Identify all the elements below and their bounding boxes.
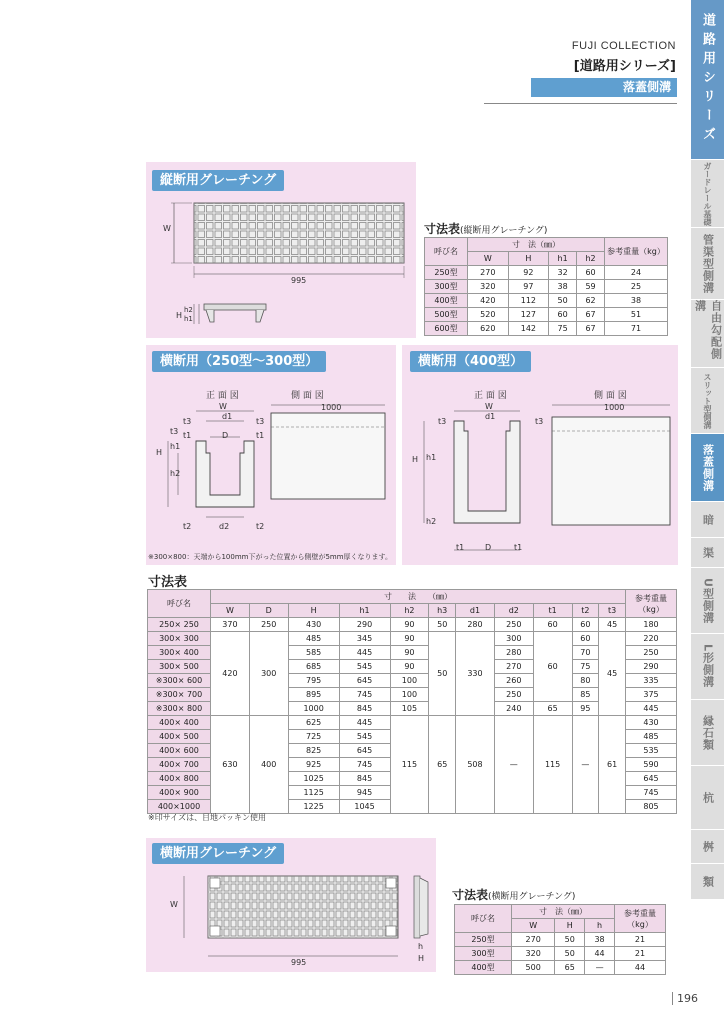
- dim-h-400: H: [412, 455, 419, 464]
- cell: 75: [572, 660, 599, 674]
- cell: 400×1000: [148, 800, 211, 814]
- cell: 95: [572, 702, 599, 716]
- cell: 60: [533, 632, 572, 702]
- dim-w-400: W: [485, 402, 493, 411]
- main-col-h: H: [288, 604, 339, 618]
- cross-col-weight: 参考重量（kg）: [615, 905, 666, 933]
- cell: 270: [512, 933, 555, 947]
- cell: 51: [605, 308, 668, 322]
- cross-grating-drawing: [146, 838, 436, 972]
- long-grating-table-caption-sub: (縦断用グレーチング): [460, 226, 548, 236]
- cell: 85: [572, 688, 599, 702]
- cell: 1225: [288, 800, 339, 814]
- cell: 625: [288, 716, 339, 730]
- cell: 270: [494, 660, 533, 674]
- cell: 585: [288, 646, 339, 660]
- main-col-d1: d1: [456, 604, 495, 618]
- cell: 545: [339, 660, 390, 674]
- cell: 485: [288, 632, 339, 646]
- col-header-w: W: [468, 252, 509, 266]
- cell: 50: [555, 933, 585, 947]
- dim-t1-right-400: t1: [514, 543, 523, 552]
- dim-h1: h1: [170, 442, 181, 451]
- main-col-h2: h2: [390, 604, 429, 618]
- cell: 260: [494, 674, 533, 688]
- cell: 320: [468, 280, 509, 294]
- cell: 1025: [288, 772, 339, 786]
- dim-t3-right: t3: [256, 417, 265, 426]
- cell: 50: [549, 294, 577, 308]
- dim-h: H: [156, 448, 163, 457]
- cell: 50: [429, 632, 456, 716]
- cell: 60: [572, 618, 599, 632]
- table-row: [148, 618, 677, 632]
- cell: 60: [572, 632, 599, 646]
- col-header-h: H: [508, 252, 549, 266]
- dim-w: W: [219, 402, 227, 411]
- cell: 508: [456, 716, 495, 814]
- cross-grating-table-caption: [452, 886, 575, 903]
- dim-d: D: [222, 431, 229, 440]
- side-tab-road-series[interactable]: 道路用シリーズ: [691, 0, 724, 160]
- cell: 400× 900: [148, 786, 211, 800]
- cell: 250: [626, 646, 677, 660]
- cell: 825: [288, 744, 339, 758]
- panel-cross-250-300-title: 横断用（250型〜300型）: [152, 351, 326, 372]
- side-tab-curbstone[interactable]: 縁石類: [691, 700, 724, 766]
- cell: 520: [468, 308, 509, 322]
- cell: ※300× 700: [148, 688, 211, 702]
- main-col-d2: d2: [494, 604, 533, 618]
- category-bar: 落蓋側溝: [531, 78, 677, 97]
- side-tab-pile[interactable]: 杭: [691, 766, 724, 830]
- cell: 250型: [425, 266, 468, 280]
- main-col-weight: 参考重量（kg）: [626, 590, 677, 618]
- cell: 97: [508, 280, 549, 294]
- side-tab-culvert-1[interactable]: 暗: [691, 502, 724, 538]
- dim-h1-400: h1: [426, 453, 437, 462]
- cross-col-w: W: [512, 919, 555, 933]
- cell: 400型: [425, 294, 468, 308]
- cell: 24: [605, 266, 668, 280]
- cell: 945: [339, 786, 390, 800]
- cell: 60: [577, 266, 605, 280]
- cross-grating-length-label: 995: [291, 958, 307, 967]
- cell: 90: [390, 632, 429, 646]
- cross-grating-table-caption-main: 寸法表: [452, 888, 489, 902]
- col-header-weight: 参考重量（kg）: [605, 238, 668, 266]
- side-tab-pipe-gutter[interactable]: 管渠型側溝: [691, 228, 724, 300]
- cross-grating-h-small-label: h: [418, 942, 424, 951]
- table-row: [148, 716, 677, 730]
- long-grating-table-caption: [424, 220, 547, 237]
- cell: 44: [615, 961, 666, 975]
- cell: 335: [626, 674, 677, 688]
- cell: 90: [390, 646, 429, 660]
- cell: 290: [339, 618, 390, 632]
- side-tab-blank: [691, 900, 724, 1024]
- dim-t2-left: t2: [183, 522, 192, 531]
- panel-cross-grating-title: 横断用グレーチング: [152, 843, 284, 864]
- table-row: [425, 266, 668, 280]
- panel-cross-grating: [146, 838, 436, 972]
- cell: 895: [288, 688, 339, 702]
- long-grating-h-label: H: [176, 311, 183, 320]
- cell: 62: [577, 294, 605, 308]
- dim-h2: h2: [170, 469, 181, 478]
- cell: 1000: [288, 702, 339, 716]
- main-col-name: 呼び名: [148, 590, 211, 618]
- cell: 115: [390, 716, 429, 814]
- cell: 645: [626, 772, 677, 786]
- side-tab-basin-1[interactable]: 桝: [691, 830, 724, 864]
- cell: 535: [626, 744, 677, 758]
- cell: 270: [468, 266, 509, 280]
- cell: 280: [456, 618, 495, 632]
- cell: 845: [339, 772, 390, 786]
- main-dimension-table: [147, 589, 677, 814]
- main-col-t3: t3: [599, 604, 626, 618]
- table-row: [455, 933, 666, 947]
- cell: 400× 600: [148, 744, 211, 758]
- cell: 32: [549, 266, 577, 280]
- page-number: 196: [672, 992, 698, 1005]
- long-grating-h2-label: h2: [184, 306, 193, 314]
- table-row: [455, 947, 666, 961]
- side-tab-l-gutter[interactable]: L形側溝: [691, 634, 724, 700]
- cell: 300型: [425, 280, 468, 294]
- cell: 1125: [288, 786, 339, 800]
- cell: —: [585, 961, 615, 975]
- side-view-label-400: 側 面 図: [594, 391, 627, 401]
- dim-length: 1000: [321, 403, 342, 412]
- cell: 445: [626, 702, 677, 716]
- cell: 90: [390, 660, 429, 674]
- cross-col-name: 呼び名: [455, 905, 512, 933]
- cell: 75: [549, 322, 577, 336]
- cell: —: [572, 716, 599, 814]
- main-col-h1: h1: [339, 604, 390, 618]
- panel-long-grating: [146, 162, 416, 338]
- cell: 500: [512, 961, 555, 975]
- cell: 400× 500: [148, 730, 211, 744]
- cross-grating-w-label: W: [170, 900, 178, 909]
- cell: 100: [390, 688, 429, 702]
- cell: 400× 800: [148, 772, 211, 786]
- cell: 250: [494, 688, 533, 702]
- cell: 375: [626, 688, 677, 702]
- cell: 45: [599, 618, 626, 632]
- panel-cross-400-title: 横断用（400型）: [410, 351, 531, 372]
- dim-t2-right: t2: [256, 522, 265, 531]
- cross-250-300-drawing: [146, 345, 396, 565]
- cell: 805: [626, 800, 677, 814]
- col-header-h2: h2: [577, 252, 605, 266]
- cell: 330: [456, 632, 495, 716]
- long-grating-w-label: W: [163, 224, 171, 233]
- cell: 290: [626, 660, 677, 674]
- cross-grating-table-caption-sub: (横断用グレーチング): [488, 892, 576, 902]
- cell: 370: [211, 618, 250, 632]
- col-header-name: 呼び名: [425, 238, 468, 266]
- cell: 105: [390, 702, 429, 716]
- cell: 250× 250: [148, 618, 211, 632]
- table-row: [425, 280, 668, 294]
- dim-t1-left: t1: [183, 431, 192, 440]
- cell: 300× 500: [148, 660, 211, 674]
- cell: 725: [288, 730, 339, 744]
- cell: 345: [339, 632, 390, 646]
- cell: 115: [533, 716, 572, 814]
- cross-col-h-small: h: [585, 919, 615, 933]
- side-tab-slit[interactable]: スリット型側溝: [691, 368, 724, 434]
- table-row: [425, 322, 668, 336]
- side-tab-free-slope[interactable]: 自由勾配側溝: [691, 300, 724, 368]
- cell: 420: [468, 294, 509, 308]
- dim-t3-right-400: t3: [535, 417, 544, 426]
- cell: —: [494, 716, 533, 814]
- cell: 142: [508, 322, 549, 336]
- header-divider: [484, 103, 677, 104]
- side-tab-u-gutter[interactable]: U型側溝: [691, 568, 724, 634]
- cell: 90: [390, 618, 429, 632]
- cross-col-dim: 寸 法（㎜）: [512, 905, 615, 919]
- cell: 80: [572, 674, 599, 688]
- long-grating-h1-label: h1: [184, 315, 193, 323]
- cell: 400× 400: [148, 716, 211, 730]
- cell: 21: [615, 947, 666, 961]
- cell: ※300× 800: [148, 702, 211, 716]
- cell: 45: [599, 632, 626, 716]
- cell: 59: [577, 280, 605, 294]
- cross-grating-h-label: H: [418, 954, 425, 963]
- side-tab-drop-lid[interactable]: 落蓋側溝: [691, 434, 724, 502]
- main-col-dim: 寸 法 （㎜）: [211, 590, 626, 604]
- cell: 320: [512, 947, 555, 961]
- cell: 250型: [455, 933, 512, 947]
- long-grating-table: [424, 237, 668, 336]
- cell: 630: [211, 716, 250, 814]
- cell: 60: [549, 308, 577, 322]
- table-row: [148, 632, 677, 646]
- main-col-t1: t1: [533, 604, 572, 618]
- cell: 400: [249, 716, 288, 814]
- cell: 25: [605, 280, 668, 294]
- cell: 300× 300: [148, 632, 211, 646]
- cell: ※300× 600: [148, 674, 211, 688]
- cell: 545: [339, 730, 390, 744]
- cell: 420: [211, 632, 250, 716]
- dim-length-400: 1000: [604, 403, 625, 412]
- cell: 300× 400: [148, 646, 211, 660]
- cell: 250: [494, 618, 533, 632]
- cell: 92: [508, 266, 549, 280]
- cell: 645: [339, 674, 390, 688]
- brand-label: FUJI COLLECTION: [571, 40, 676, 52]
- main-table-note: ※印サイズは、目地パッキン使用: [148, 813, 266, 822]
- cell: 38: [549, 280, 577, 294]
- cell: 300型: [455, 947, 512, 961]
- cell: 430: [288, 618, 339, 632]
- cell: 745: [339, 688, 390, 702]
- cross-400-drawing: [402, 345, 678, 565]
- cell: 61: [599, 716, 626, 814]
- cell: 500型: [425, 308, 468, 322]
- cell: 67: [577, 322, 605, 336]
- dim-d1-400: d1: [485, 412, 496, 421]
- main-col-d: D: [249, 604, 288, 618]
- front-view-label: 正 面 図: [206, 391, 239, 401]
- side-index: [691, 0, 724, 1024]
- cell: 300: [249, 632, 288, 716]
- dim-t1-left-400: t1: [456, 543, 465, 552]
- cell: 620: [468, 322, 509, 336]
- dim-d-400: D: [485, 543, 492, 552]
- cell: 180: [626, 618, 677, 632]
- cell: 795: [288, 674, 339, 688]
- cell: 300: [494, 632, 533, 646]
- table-row: [425, 294, 668, 308]
- cell: 65: [555, 961, 585, 975]
- cell: 71: [605, 322, 668, 336]
- cell: 925: [288, 758, 339, 772]
- col-header-h1: h1: [549, 252, 577, 266]
- long-grating-table-caption-main: 寸法表: [424, 222, 461, 236]
- dim-t3-left: t3: [183, 417, 192, 426]
- cell: 50: [429, 618, 456, 632]
- dim-d2: d2: [219, 522, 230, 531]
- cell: 65: [533, 702, 572, 716]
- cell: 38: [605, 294, 668, 308]
- cell: 250: [249, 618, 288, 632]
- front-view-label-400: 正 面 図: [474, 391, 507, 401]
- cell: 400型: [455, 961, 512, 975]
- side-tab-culvert-2[interactable]: 渠: [691, 538, 724, 568]
- cell: 485: [626, 730, 677, 744]
- cross-250-300-note: ※300×800：天端から100mm下がった位置から側壁が5mm厚くなります。: [148, 553, 392, 561]
- series-title: [道路用シリーズ]: [573, 59, 676, 74]
- panel-cross-250-300: [146, 345, 396, 565]
- cell: 645: [339, 744, 390, 758]
- cell: 60: [533, 618, 572, 632]
- cell: 445: [339, 716, 390, 730]
- cell: 44: [585, 947, 615, 961]
- cell: 430: [626, 716, 677, 730]
- main-col-w: W: [211, 604, 250, 618]
- cell: 100: [390, 674, 429, 688]
- cell: 745: [339, 758, 390, 772]
- cell: 745: [626, 786, 677, 800]
- side-view-label: 側 面 図: [291, 391, 324, 401]
- panel-cross-400: [402, 345, 678, 565]
- cell: 600型: [425, 322, 468, 336]
- cell: 38: [585, 933, 615, 947]
- cell: 127: [508, 308, 549, 322]
- cell: 590: [626, 758, 677, 772]
- cell: 112: [508, 294, 549, 308]
- cross-grating-table: [454, 904, 666, 975]
- cell: 70: [572, 646, 599, 660]
- table-row: [425, 308, 668, 322]
- long-grating-length-label: 995: [291, 276, 307, 285]
- cell: 65: [429, 716, 456, 814]
- main-col-h3: h3: [429, 604, 456, 618]
- dim-h2-400: h2: [426, 517, 437, 526]
- cell: 67: [577, 308, 605, 322]
- side-tab-basin-2[interactable]: 類: [691, 864, 724, 900]
- cell: 845: [339, 702, 390, 716]
- table-row: [455, 961, 666, 975]
- cell: 220: [626, 632, 677, 646]
- dim-t1-right: t1: [256, 431, 265, 440]
- cell: 280: [494, 646, 533, 660]
- col-header-dim: 寸 法（㎜）: [468, 238, 605, 252]
- cross-col-h: H: [555, 919, 585, 933]
- side-tab-guardrail[interactable]: ガードレール基礎: [691, 160, 724, 228]
- cell: 1045: [339, 800, 390, 814]
- cell: 50: [555, 947, 585, 961]
- dim-t3-vert: t3: [170, 427, 179, 436]
- panel-long-grating-title: 縦断用グレーチング: [152, 170, 284, 191]
- cell: 445: [339, 646, 390, 660]
- cell: 240: [494, 702, 533, 716]
- main-col-t2: t2: [572, 604, 599, 618]
- dim-t3-left-400: t3: [438, 417, 447, 426]
- cell: 685: [288, 660, 339, 674]
- cell: 400× 700: [148, 758, 211, 772]
- dim-d1: d1: [222, 412, 233, 421]
- main-table-caption: 寸法表: [148, 575, 188, 590]
- cell: 21: [615, 933, 666, 947]
